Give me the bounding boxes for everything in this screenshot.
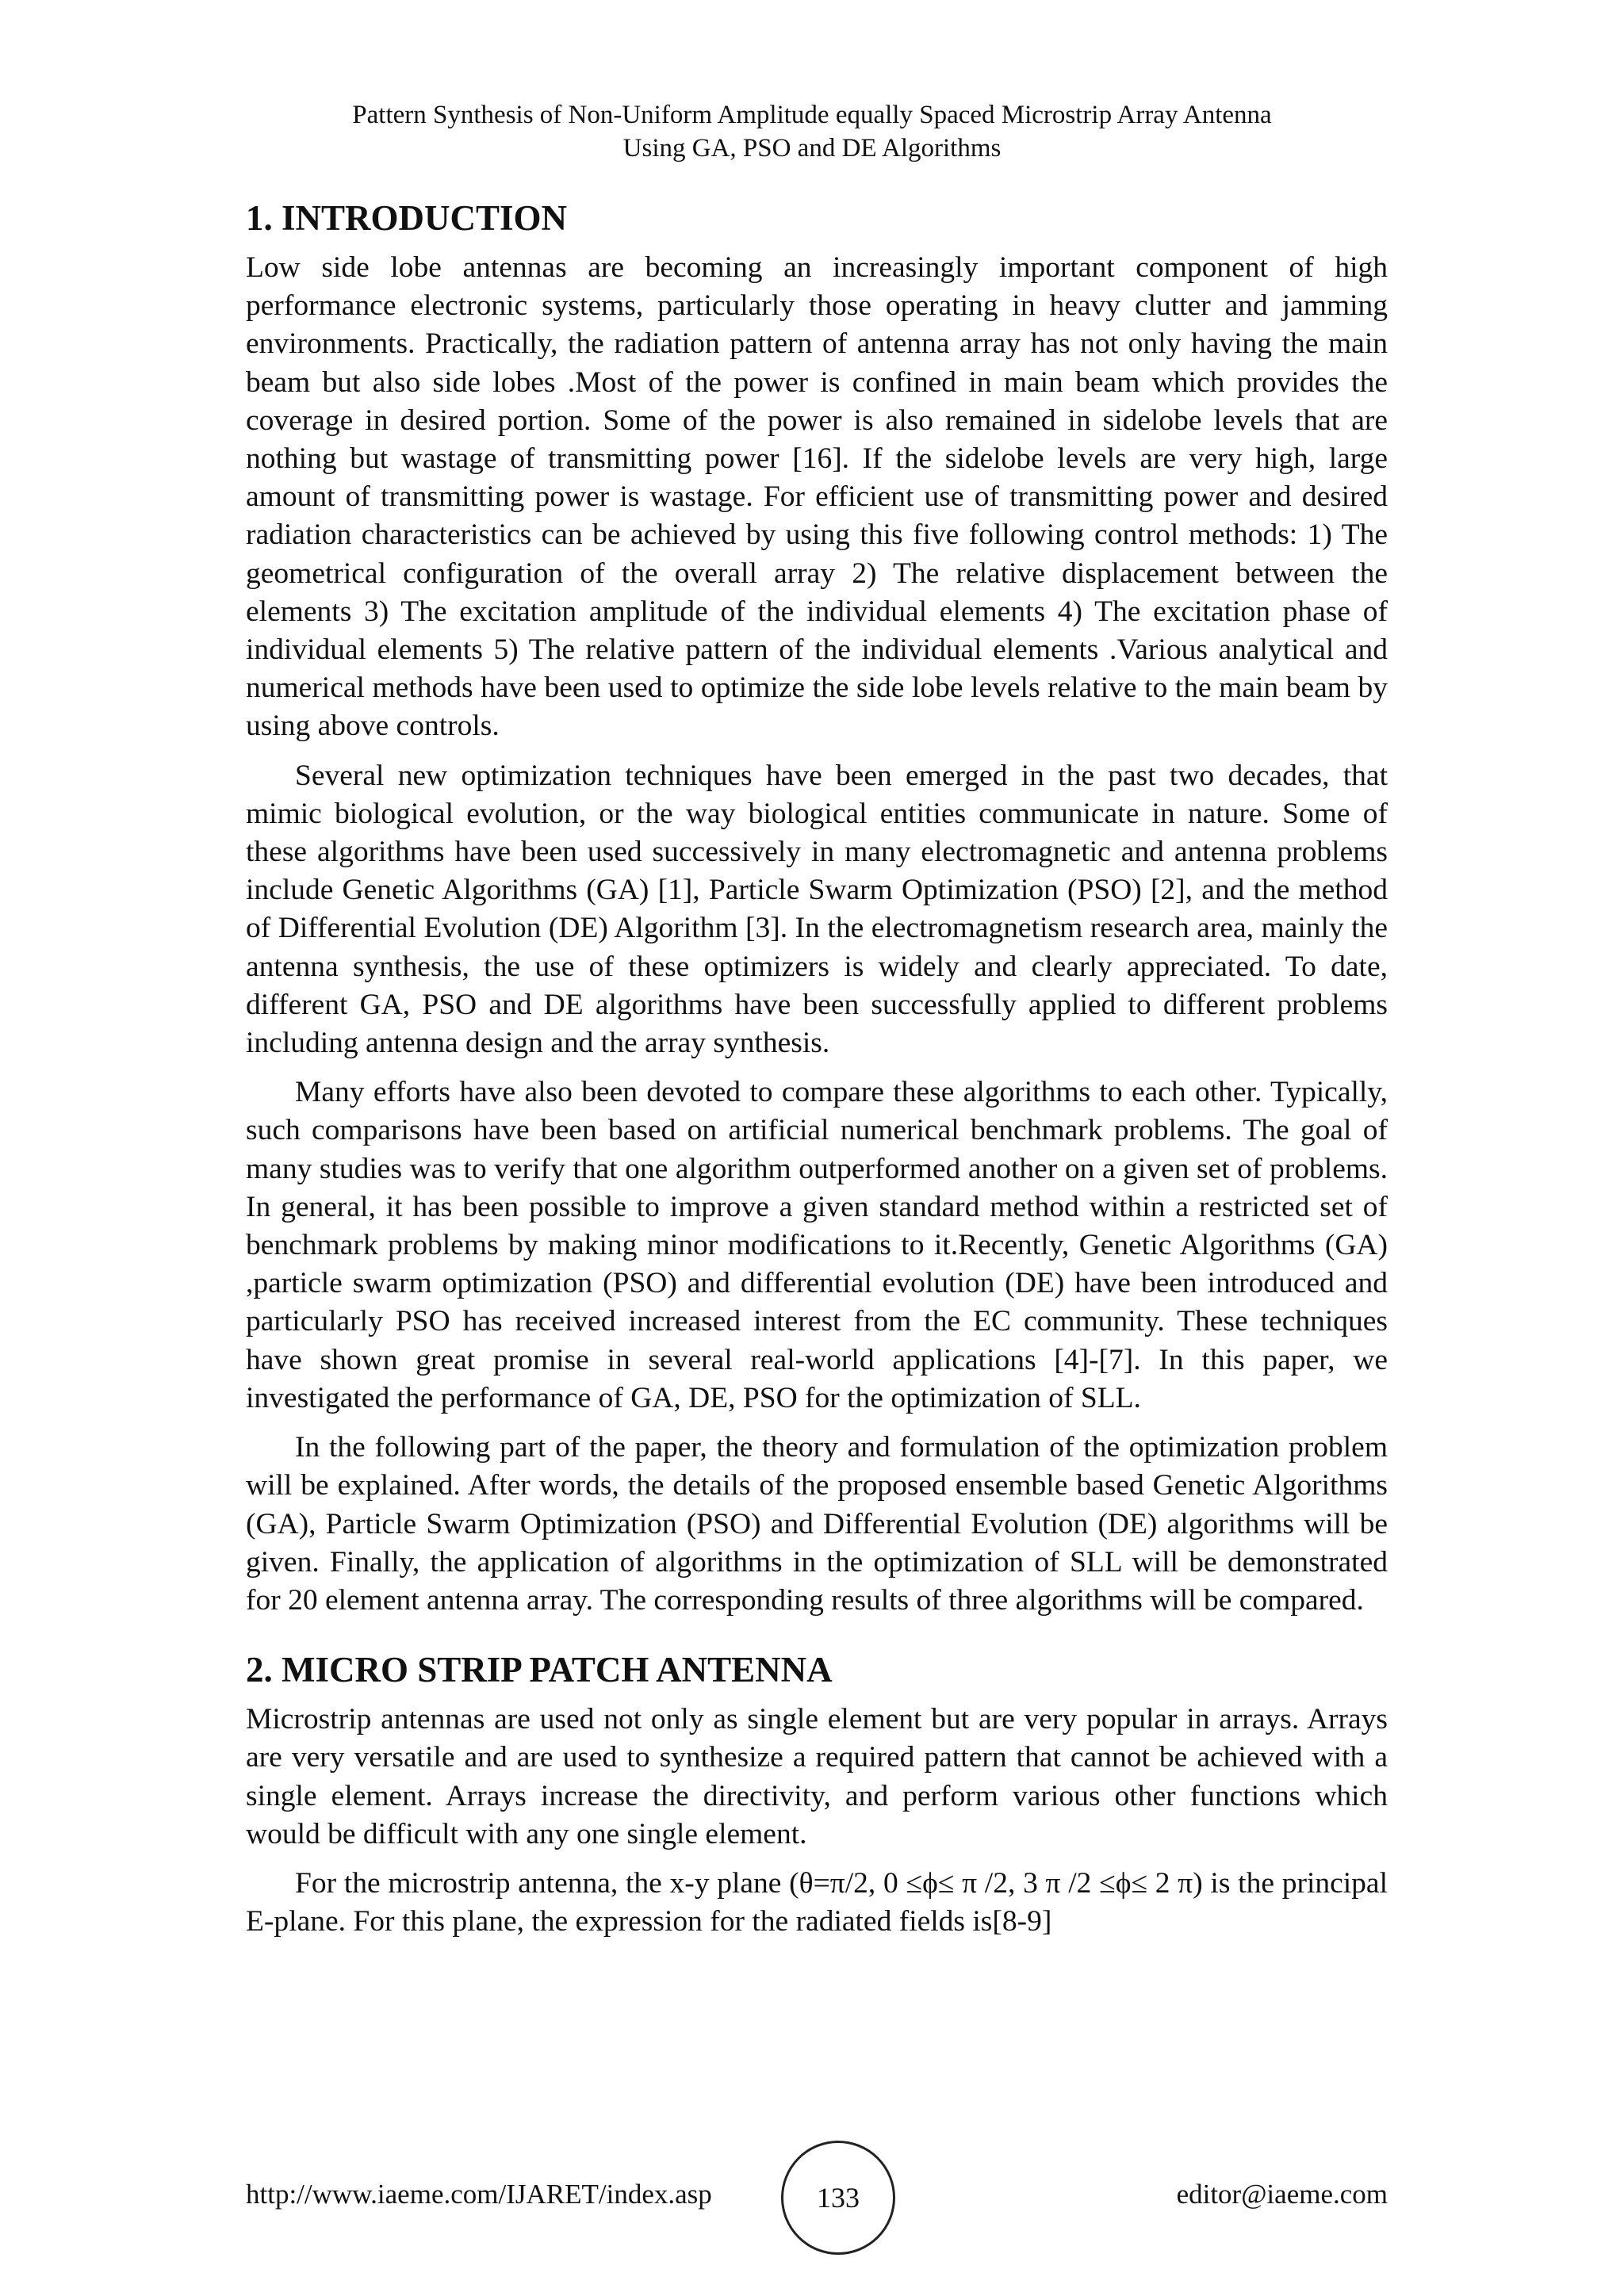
- page-number-badge: [781, 2141, 895, 2255]
- paragraph: In the following part of the paper, the theory and formulation of the optimization problem will be explained. After words, the details of the proposed ensemble based Genetic Algorithms (GA), Particle Swarm Optimization (PSO) and Differential Evolution (DE) algorithms will be given. Finally, the application of algorithms in the optimization of SLL will be demonstrated for 20 element antenna array. The corresponding results of three algorithms will be compared.: [246, 1431, 1388, 1617]
- footer-url-link[interactable]: http://www.iaeme.com/IJARET/index.asp: [246, 2179, 712, 2210]
- page-footer: [246, 2141, 1388, 2260]
- running-header-line2: Using GA, PSO and DE Algorithms: [622, 134, 1002, 163]
- section-heading: 2. MICRO STRIP PATCH ANTENNA: [246, 1650, 833, 1690]
- paragraph: Microstrip antennas are used not only as single element but are very popular in arrays. Arrays are very versatile and are used to synthesize a required pattern that cannot be achieved with a single element. Arrays increase the directivity, and perform various other functions which would be difficult with any one single element.: [246, 1703, 1388, 1850]
- section-introduction: [246, 195, 1388, 1620]
- running-header: [238, 98, 1386, 165]
- paragraph: Several new optimization techniques have been emerged in the past two decades, that mimic biological evolution, or the way biological entities communicate in nature. Some of these algorithms have been used successively in many electromagnetic and antenna problems include Genetic Algorithms (GA) [1], Particle Swarm Optimization (PSO) [2], and the method of Differential Evolution (DE) Algorithm [3]. In the electromagnetism research area, mainly the antenna synthesis, the use of these optimizers is widely and clearly appreciated. To date, different GA, PSO and DE algorithms have been successfully applied to different problems including antenna design and the array synthesis.: [246, 759, 1388, 1060]
- section-microstrip-patch-antenna: [246, 1647, 1388, 1941]
- section-heading: 1. INTRODUCTION: [246, 198, 568, 238]
- page-number: 133: [817, 2182, 860, 2214]
- footer-email-link[interactable]: editor@iaeme.com: [1176, 2179, 1388, 2210]
- paragraph: Many efforts have also been devoted to compare these algorithms to each other. Typically, such comparisons have been based on artificial numerical benchmark problems. The goal of many studies was to verify that one algorithm outperformed another on a given set of problems. In general, it has been possible to improve a given standard method within a restricted set of benchmark problems by making minor modifications to it.Recently, Genetic Algorithms (GA) ,particle swarm optimization (PSO) and differential evolution (DE) have been introduced and particularly PSO has received increased interest from the EC community. These techniques have shown great promise in several real-world applications [4]-[7]. In this paper, we investigated the performance of GA, DE, PSO for the optimization of SLL.: [246, 1076, 1388, 1414]
- paragraph: For the microstrip antenna, the x-y plane (θ=π/2, 0 ≤ϕ≤ π /2, 3 π /2 ≤ϕ≤ 2 π) is the principal E-plane. For this plane, the expression for the radiated fields is[8-9]: [246, 1866, 1388, 1938]
- running-header-line1: Pattern Synthesis of Non-Uniform Amplitude equally Spaced Microstrip Array Antenna: [352, 101, 1272, 129]
- main-content: [246, 195, 1388, 1952]
- paragraph: Low side lobe antennas are becoming an increasingly important component of high performance electronic systems, particularly those operating in heavy clutter and jamming environments. Practically, the radiation pattern of antenna array has not only having the main beam but also side lobes .Most of the power is confined in main beam which provides the coverage in desired portion. Some of the power is also remained in sidelobe levels that are nothing but wastage of transmitting power [16]. If the sidelobe levels are very high, large amount of transmitting power is wastage. For efficient use of transmitting power and desired radiation characteristics can be achieved by using this five following control methods: 1) The geometrical configuration of the overall array 2) The relative displacement between the elements 3) The excitation amplitude of the individual elements 4) The excitation phase of individual elements 5) The relative pattern of the individual elements .Various analytical and numerical methods have been used to optimize the side lobe levels relative to the main beam by using above controls.: [246, 251, 1388, 743]
